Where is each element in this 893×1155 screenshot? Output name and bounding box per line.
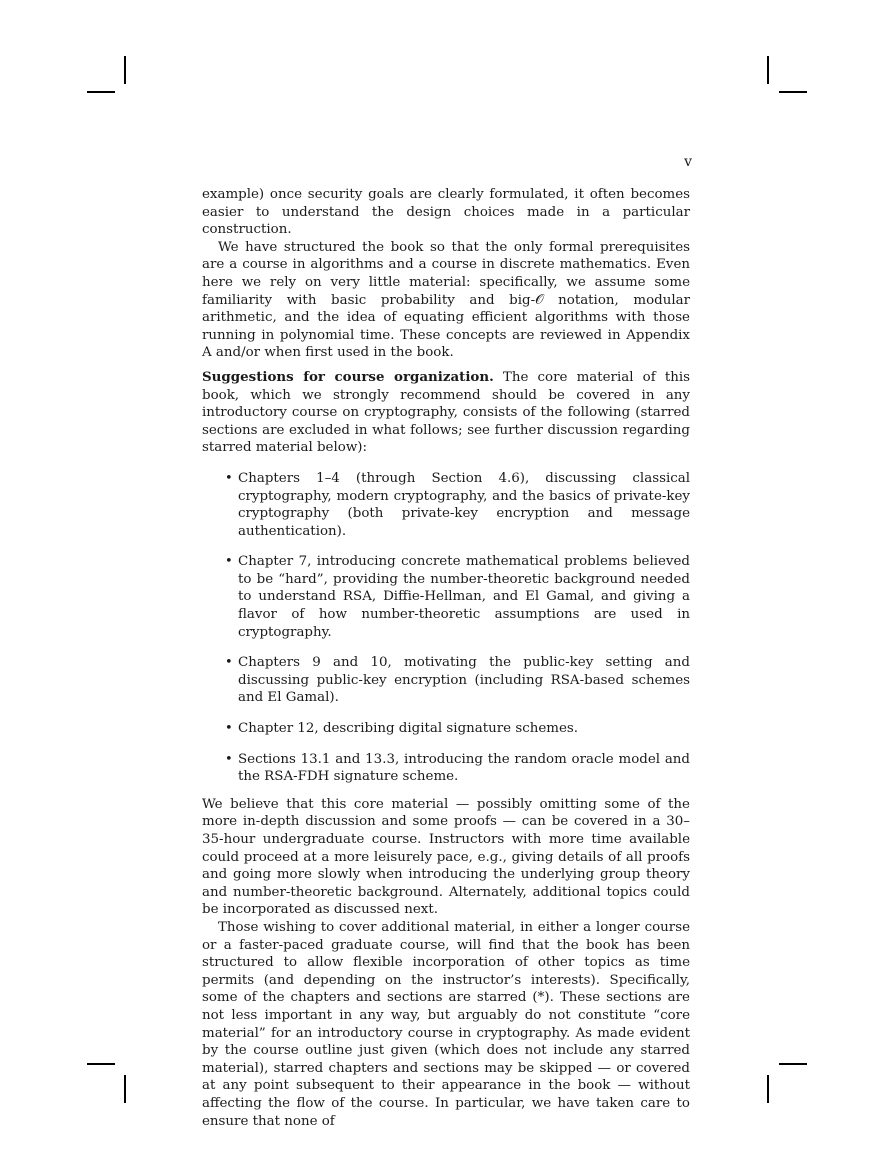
paragraph-core-hours: We believe that this core material — possibly omitting some of the more in-depth discussion and some proofs — can be covered in a 30–35-hour undergraduate course. Instructors with more time available could proceed at a more leisurely pace, e.g., giving details of all proofs and going more slowly when introducing the underlying group theory and number-theoretic background. Alternately, additional topics could be incorporated as discussed next. — [202, 796, 690, 918]
crop-mark-bottom-right-horizontal — [779, 1063, 807, 1065]
crop-mark-bottom-left-horizontal — [87, 1063, 115, 1065]
bullet: • — [225, 554, 233, 570]
list-item-text: Chapter 12, describing digital signature schemes. — [238, 721, 579, 737]
crop-mark-top-left-horizontal — [87, 91, 115, 93]
crop-mark-top-right-vertical — [767, 56, 769, 84]
bullet: • — [225, 655, 233, 671]
list-item-text: Chapters 1–4 (through Section 4.6), discussing classical cryptography, modern cryptography, and the basics of private-key cryptography (both private-key encryption and message authentication). — [238, 470, 690, 539]
page-number: v — [684, 154, 692, 170]
run-in-heading: Suggestions for course organization. — [202, 368, 494, 385]
list-item — [225, 751, 690, 786]
list-item — [225, 553, 690, 641]
core-material-list — [202, 470, 690, 786]
crop-mark-bottom-right-vertical — [767, 1075, 769, 1103]
paragraph-additional-material: Those wishing to cover additional material, in either a longer course or a faster-paced graduate course, will find that the book has been structured to allow flexible incorporation of other topics as time permits (and depending on the instructor’s interests). Specifically, some of the chapters and sections are starred (*). These sections are not less important in any way, but arguably do not constitute “core material” for an introductory course in cryptography. As made evident by the course outline just given (which does not include any starred material), starred chapters and sections may be skipped — or covered at any point subsequent to their appearance in the book — without affecting the flow of the course. In particular, we have taken care to ensure that none of — [202, 919, 690, 1129]
paragraph-course-organization — [202, 369, 690, 457]
list-item-text: Chapters 9 and 10, motivating the public-key setting and discussing public-key encryption (including RSA-based schemes and El Gamal). — [238, 655, 690, 706]
body-text — [202, 186, 690, 1130]
list-item — [225, 470, 690, 540]
crop-mark-top-right-horizontal — [779, 91, 807, 93]
bullet: • — [225, 751, 233, 767]
paragraph-continued: example) once security goals are clearly formulated, it often becomes easier to understand the design choices made in a particular construction. — [202, 187, 690, 238]
list-item-text: Sections 13.1 and 13.3, introducing the random oracle model and the RSA-FDH signature scheme. — [238, 751, 690, 785]
crop-mark-top-left-vertical — [124, 56, 126, 84]
paragraph-prerequisites: We have structured the book so that the only formal prerequisites are a course in algorithms and a course in discrete mathematics. Even here we rely on very little material: specifically, we assume some familiarity with basic probability and big-𝒪 notation, modular arithmetic, and the idea of equating efficient algorithms with those running in polynomial time. These concepts are reviewed in Appendix A and/or when first used in the book. — [202, 239, 690, 361]
bullet: • — [225, 470, 233, 486]
bullet: • — [225, 721, 233, 737]
paragraph-course-organization-body: The core material of this book, which we strongly recommend should be covered in any introductory course on cryptography, consists of the following (starred sections are excluded in what follows; see further discussion regarding starred material below): — [202, 369, 690, 456]
list-item-text: Chapter 7, introducing concrete mathematical problems believed to be “hard”, providing the number-theoretic background needed to understand RSA, Diffie-Hellman, and El Gamal, and giving a flavor of how number-theoretic assumptions are used in cryptography. — [238, 554, 690, 640]
crop-mark-bottom-left-vertical — [124, 1075, 126, 1103]
list-item — [225, 720, 690, 738]
list-item — [225, 654, 690, 707]
